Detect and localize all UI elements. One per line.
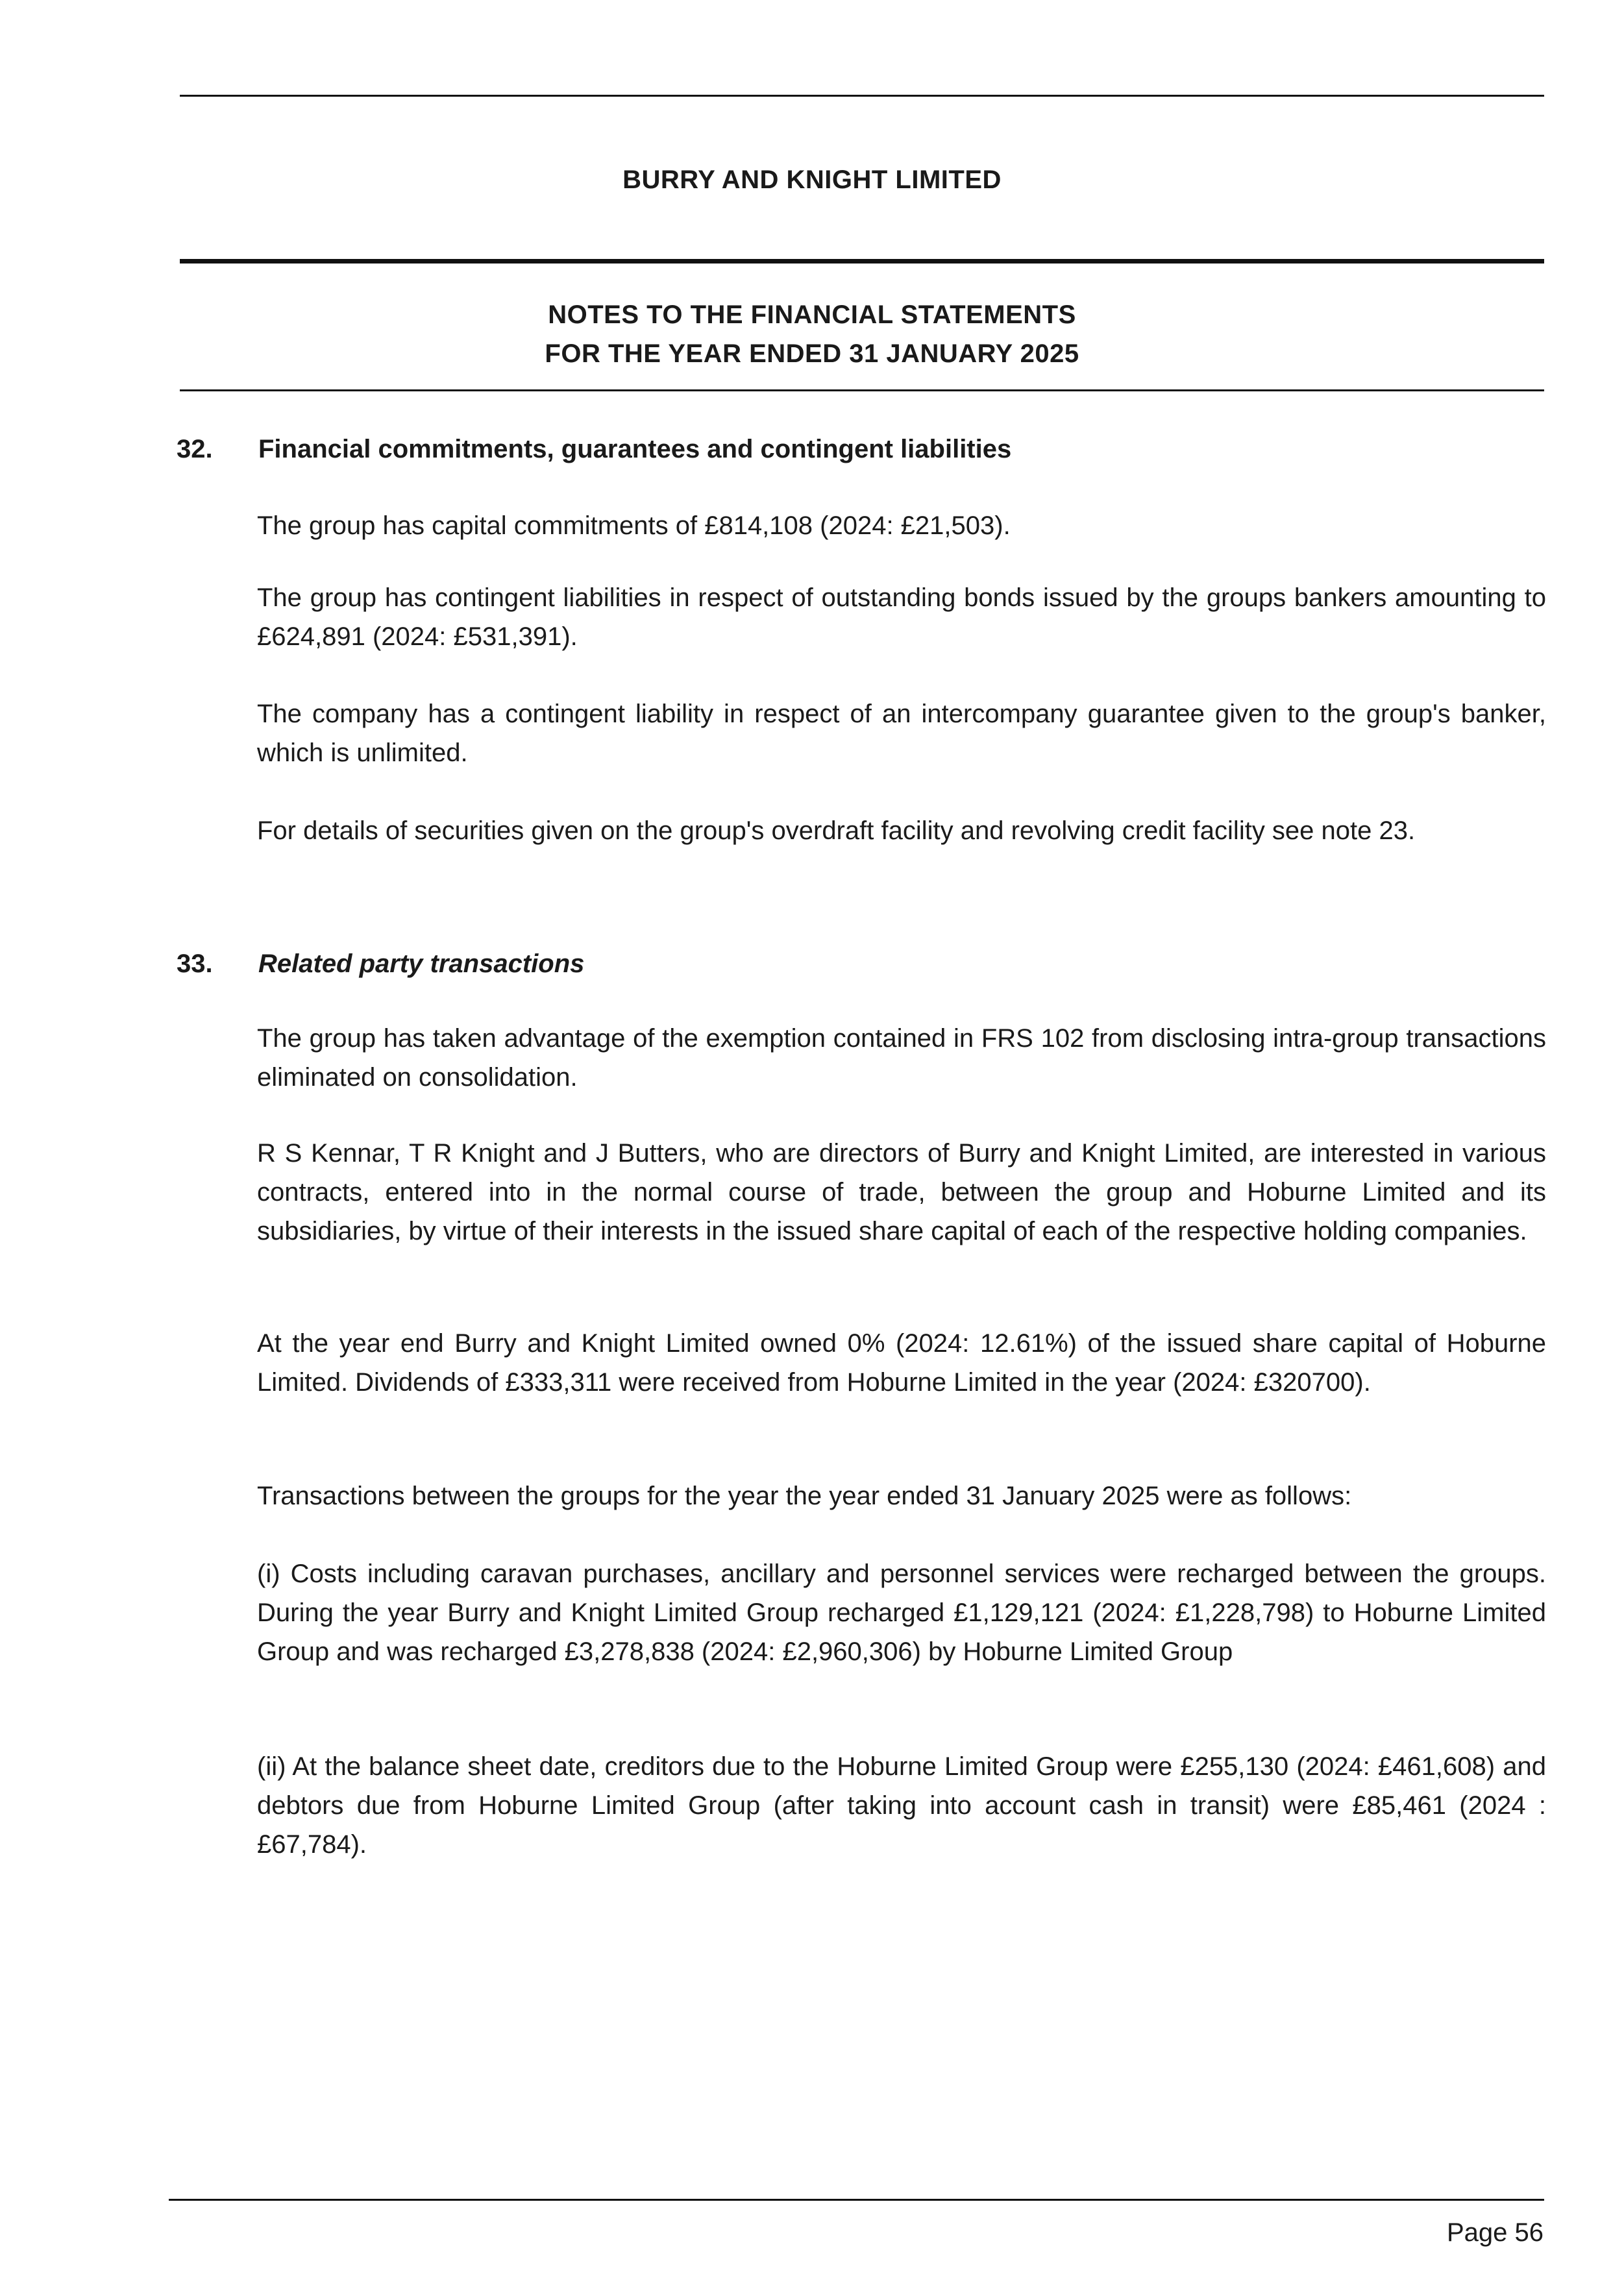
section-32-paragraph-2: The group has contingent liabilities in respect of outstanding bonds issued by the groups bankers amounting to £624,891 (2024: £531,391). [257, 583, 1546, 651]
section-32-number: 32. [177, 435, 213, 463]
section-32-paragraph-4: For details of securities given on the group's overdraft facility and revolving credit facility see note 23. [257, 816, 1416, 845]
section-32-heading: Financial commitments, guarantees and contingent liabilities [258, 435, 1012, 463]
section-33-heading: Related party transactions [258, 949, 585, 978]
title-line-2: FOR THE YEAR ENDED 31 JANUARY 2025 [545, 339, 1079, 368]
page-number: Page 56 [1446, 2218, 1544, 2247]
section-33-paragraph-3: At the year end Burry and Knight Limited owned 0% (2024: 12.61%) of the issued share capital of Hoburne Limited. Dividends of £333,311 were received from Hoburne Limited in the year (2024: £320700). [257, 1329, 1546, 1397]
page-title [0, 295, 1624, 373]
header-bottom-rule [180, 389, 1544, 391]
section-33-paragraph-4: Transactions between the groups for the year the year ended 31 January 2025 were as follows: [257, 1482, 1352, 1510]
section-33-paragraph-1: The group has taken advantage of the exemption contained in FRS 102 from disclosing intra-group transactions eliminated on consolidation. [257, 1024, 1546, 1092]
section-33-number: 33. [177, 949, 213, 978]
header-thick-rule [180, 259, 1544, 263]
section-33-paragraph-5: (i) Costs including caravan purchases, ancillary and personnel services were recharged between the groups. During the year Burry and Knight Limited Group recharged £1,129,121 (2024: £1,228,798) to Hoburne Limited Group and was recharged £3,278,838 (2024: £2,960,306) by Hoburne Limited Group [257, 1560, 1546, 1666]
header-top-rule [180, 95, 1544, 97]
section-33-paragraph-6: (ii) At the balance sheet date, creditors due to the Hoburne Limited Group were £255,130 (2024: £461,608) and debtors due from Hoburne Limited Group (after taking into account cash in transit) were £85,461 (2024 : £67,784). [257, 1752, 1546, 1859]
section-32-paragraph-1: The group has capital commitments of £814,108 (2024: £21,503). [257, 511, 1011, 540]
title-line-1: NOTES TO THE FINANCIAL STATEMENTS [548, 300, 1076, 329]
footer-rule [169, 2199, 1544, 2201]
section-32-paragraph-3: The company has a contingent liability in respect of an intercompany guarantee given to the group's banker, which is unlimited. [257, 700, 1546, 767]
section-33-paragraph-2: R S Kennar, T R Knight and J Butters, who are directors of Burry and Knight Limited, are interested in various contracts, entered into in the normal course of trade, between the group and Hoburne Limited and its subsidiaries, by virtue of their interests in the issued share capital of each of the respective holding companies. [257, 1139, 1546, 1245]
company-name: BURRY AND KNIGHT LIMITED [622, 165, 1002, 194]
